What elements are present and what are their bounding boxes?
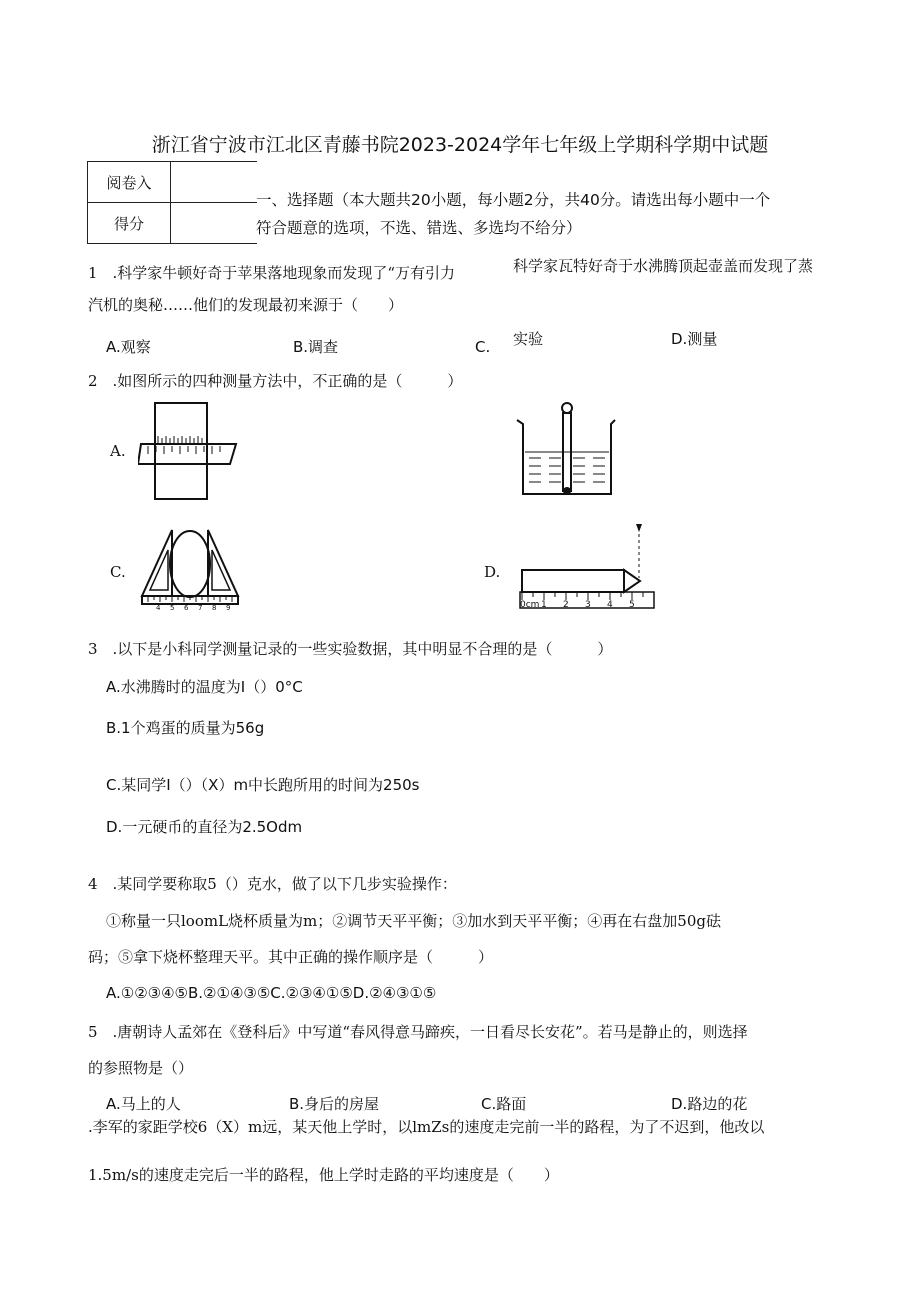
q5-stem: 5 .唐朝诗人孟郊在《登科后》中写道“春风得意马蹄疾，一日看尽长安花”。若马是静止的，则选择 [88,1023,748,1041]
q1-option-d[interactable]: D.测量 [671,330,718,348]
q2-figure-b-thermometer[interactable] [515,400,617,500]
ruler-d-tick-label: 0cm [520,600,540,610]
q3-stem: 3 .以下是小科同学测量记录的一些实验数据，其中明显不合理的是（ ） [88,640,613,658]
q2-figure-d-label: D. [484,563,501,581]
q3-option-b[interactable]: B.1个鸡蛋的质量为56g [106,719,265,737]
q2-stem: 2 .如图所示的四种测量方法中，不正确的是（ ） [88,372,463,390]
q2-figure-a-label: A. [110,442,126,460]
q1-option-b[interactable]: B.调查 [293,338,339,356]
ruler-c-tick-label: 6 [184,604,189,610]
score-table-score-value[interactable] [171,203,258,244]
q1-line2: 汽机的奥秘……他们的发现最初来源于（ ） [88,296,404,314]
q3-option-d[interactable]: D.一元硬币的直径为2.5Odm [106,818,303,836]
ruler-d-tick-label: 1 [541,600,547,610]
q5-line2: 的参照物是（） [88,1059,194,1077]
ruler-c-tick-label: 4 [156,604,161,610]
ruler-d-tick-label: 5 [629,600,635,610]
q1-option-c-text[interactable]: 实验 [513,330,544,348]
q4-line2: ①称量一只loomL烧杯质量为m；②调节天平平衡；③加水到天平平衡；④再在右盘加50g砝 [106,912,721,930]
q5-option-c[interactable]: C.路面 [481,1095,527,1113]
ruler-c-tick-label: 5 [170,604,175,610]
score-table-reviewer-label: 阅卷入 [88,162,171,203]
page-title: 浙江省宁波市江北区青藤书院2023-2024学年七年级上学期科学期中试题 [151,134,769,156]
q1-option-a[interactable]: A.观察 [106,338,151,356]
ruler-c-tick-label: 7 [198,604,203,610]
q2-figure-a[interactable] [138,400,238,502]
ruler-d-tick-label: 3 [585,600,591,610]
ruler-c-tick-label: 8 [212,604,217,610]
q2-figure-c[interactable] [138,520,242,610]
q3-option-a[interactable]: A.水沸腾时的温度为I（）0°C [106,678,303,696]
q6-line1: .李军的家距学校6（X）m远，某天他上学时，以lmZs的速度走完前一半的路程，为了不迟到，他改以 [88,1118,765,1136]
ruler-d-tick-label: 2 [563,600,569,610]
q1-option-c[interactable]: C. [475,338,491,356]
section-header-line1: 一、选择题（本大题共20小题，每小题2分，共40分。请选出每小题中一个 [256,191,771,209]
score-table-reviewer-value[interactable] [171,162,258,203]
q2-figure-c-label: C. [110,563,126,581]
q1-line1-left: 1 .科学家牛顿好奇于苹果落地现象而发现了“万有引力 [88,264,455,282]
ruler-d-tick-label: 4 [607,600,613,610]
q5-option-b[interactable]: B.身后的房屋 [289,1095,380,1113]
q4-line3: 码；⑤拿下烧杯整理天平。其中正确的操作顺序是（ ） [88,948,494,966]
q1-line1-right: 科学家瓦特好奇于水沸腾顶起壶盖而发现了蒸 [513,257,814,275]
q2-figure-d[interactable] [518,520,656,612]
q4-stem: 4 .某同学要称取5（）克水，做了以下几步实验操作： [88,875,457,893]
q4-options[interactable]: A.①②③④⑤B.②①④③⑤C.②③④①⑤D.②④③①⑤ [106,984,437,1002]
score-table [87,161,257,244]
q5-option-a[interactable]: A.马上的人 [106,1095,181,1113]
score-table-score-label: 得分 [88,203,171,244]
ruler-c-tick-label: 9 [226,604,231,610]
q6-line2: 1.5m∕s的速度走完后一半的路程，他上学时走路的平均速度是（ ） [88,1166,559,1184]
q3-option-c[interactable]: C.某同学I（）（X）m中长跑所用的时间为250s [106,776,420,794]
section-header-line2: 符合题意的选项，不选、错选、多选均不给分） [256,219,582,237]
q5-option-d[interactable]: D.路边的花 [671,1095,748,1113]
